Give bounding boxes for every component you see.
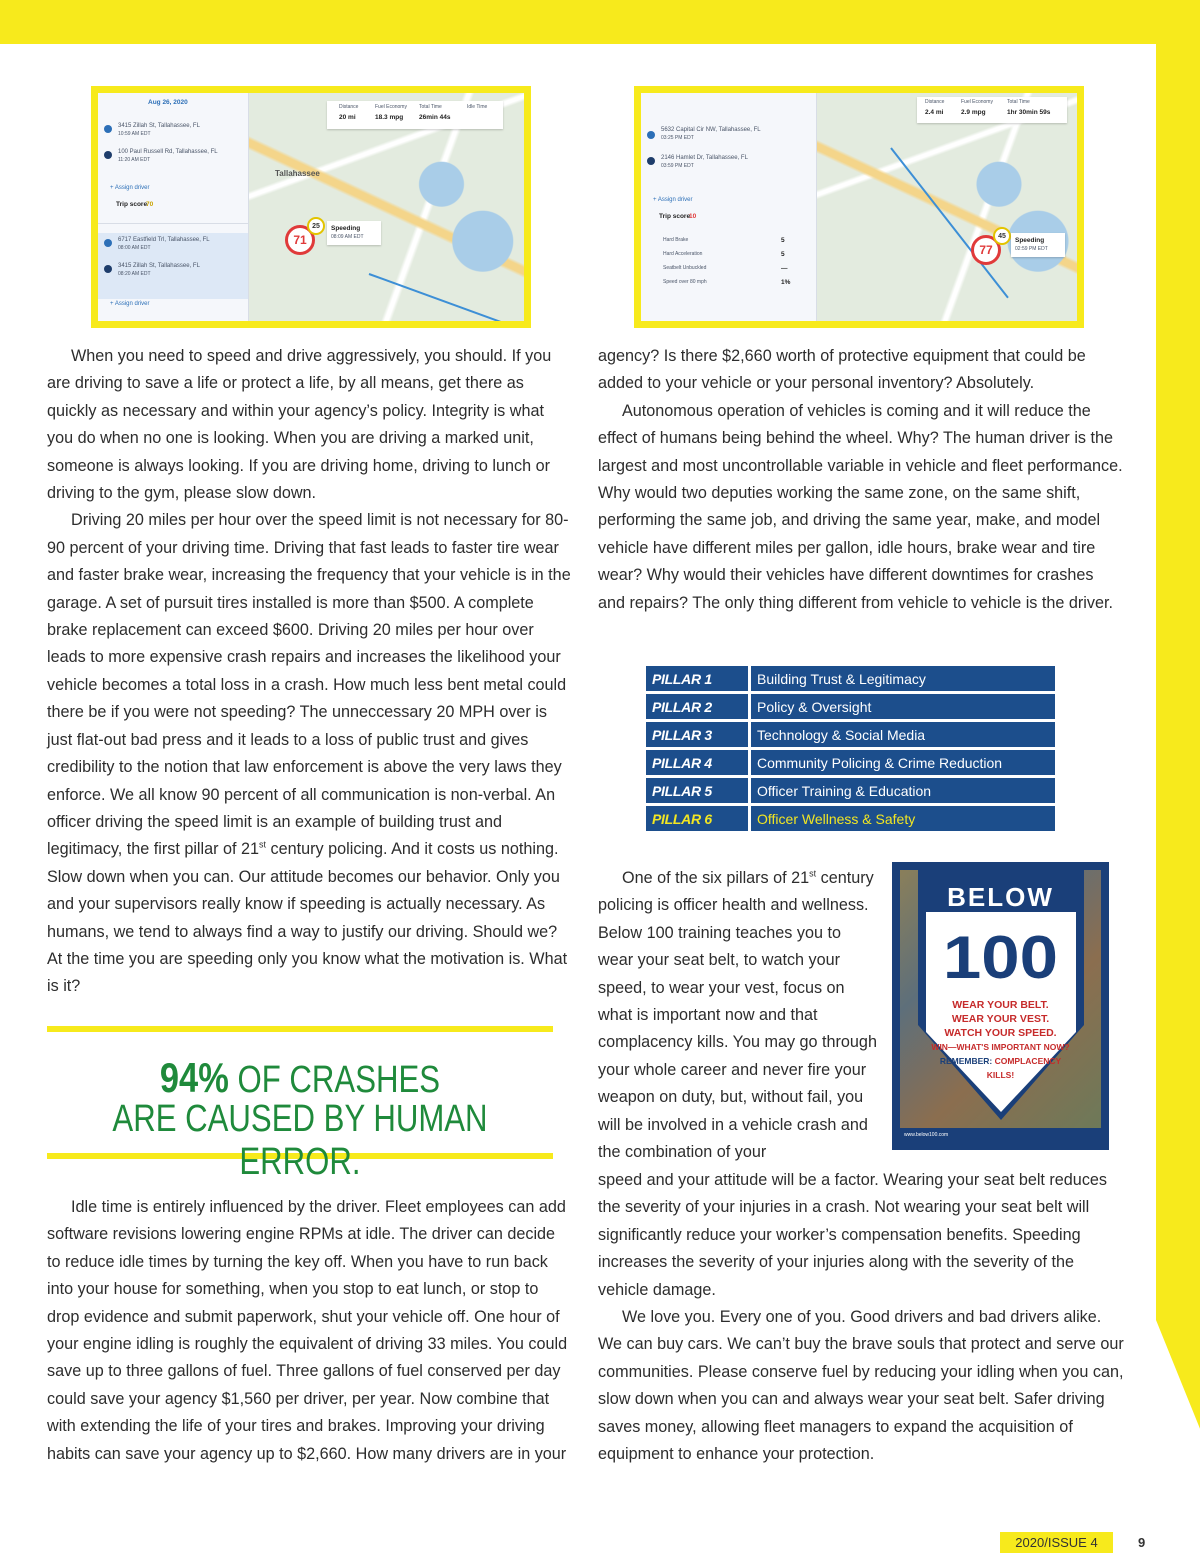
stop-address: 6717 Eastfield Trl, Tallahassee, FL: [118, 237, 210, 243]
pillar-row: [646, 722, 1055, 747]
poster-slogan: WIN—WHAT'S IMPORTANT NOW?: [931, 1042, 1070, 1052]
poster-slogan: KILLS!: [986, 1070, 1015, 1080]
speed-indicator: 77: [971, 235, 1001, 265]
pillar-value: Officer Training & Education: [748, 778, 1055, 803]
stat-value: 2.9 mpg: [961, 109, 986, 116]
poster-slogans: [900, 998, 1101, 1082]
stat-value: 18.3 mpg: [375, 114, 404, 121]
stop-b-marker: [104, 151, 112, 159]
right-column-top: [598, 343, 1124, 617]
pillar-row-highlighted: [646, 806, 1055, 831]
stop-address: 3415 Zillah St, Tallahassee, FL: [118, 263, 200, 269]
paragraph: Autonomous operation of vehicles is coming and it will reduce the effect of humans being behind the wheel. Why? The human driver is the largest and most uncontrollable variable in vehicle and fleet performance. Why would two deputies working the same zone, on the same shift, performing the same job, and driving the same year, make, and model vehicle have different miles per gallon, idle hours, brake wear and tire wear? Why would their vehicles have different downtimes for crashes and repairs? The only thing different from vehicle to vehicle is the driver.: [598, 401, 1123, 612]
pillar-row: [646, 778, 1055, 803]
pillar-value: Technology & Social Media: [748, 722, 1055, 747]
stop-a-marker: [104, 239, 112, 247]
event-count: 5: [781, 251, 785, 258]
right-column-bottom: [598, 1167, 1124, 1468]
pull-quote-text: OF CRASHES: [228, 1059, 441, 1101]
assign-driver-link[interactable]: + Assign driver: [653, 197, 693, 203]
paragraph-text: century policing. And it costs us nothing. Slow down when you can. Our attitude becomes our behavior. Only you and your supervisors really know if speeding is actually necessary. As humans, we tend to always find a way to justify our driving. Should we? At the time you are speeding only you know what the motivation is. What is it?: [47, 840, 568, 996]
pillar-value: Officer Wellness & Safety: [748, 806, 1055, 831]
poster-slogan: WEAR YOUR VEST.: [951, 1013, 1050, 1025]
paragraph: Idle time is entirely influenced by the driver. Fleet employees can add software revisions lowering engine RPMs at idle. The driver can decide to reduce idle times by turning the key off. When you have to run back into your house for something, when you stop to eat lunch, or stop to drop evidence and submit paperwork, shut your vehicle off. One hour of your engine idling is roughly the equivalent of driving 33 miles. You could save up to three gallons of fuel. Three gallons of fuel conserved per day could save your agency $1,560 per driver, per year. Now combine that with extending the life of your tires and brakes. Improving your driving habits can save your agency up to $2,660. How many drivers are in your: [47, 1198, 568, 1463]
stat-value: 26min 44s: [419, 114, 451, 121]
stat-label: Fuel Economy: [375, 104, 407, 110]
stat-value: 2.4 mi: [925, 109, 944, 116]
trip-date: Aug 26, 2020: [148, 99, 188, 106]
paragraph: agency? Is there $2,660 worth of protective equipment that could be added to your vehicle or your personal inventory? Absolutely.: [598, 347, 1086, 393]
left-column-bottom: [47, 1194, 571, 1468]
poster-slogan: WATCH YOUR SPEED.: [944, 1027, 1057, 1039]
poster-footer: www.below100.com: [900, 1128, 1101, 1142]
assign-driver-link[interactable]: + Assign driver: [110, 185, 150, 191]
stat-label: Fuel Economy: [961, 99, 993, 105]
stop-address: 100 Paul Russell Rd, Tallahassee, FL: [118, 149, 218, 155]
pull-quote-line-1: [93, 1054, 508, 1102]
pull-quote-line-2: ARE CAUSED BY HUMAN ERROR.: [112, 1098, 488, 1183]
pillars-table: [646, 663, 1055, 834]
superscript: st: [259, 839, 267, 850]
paragraph: When you need to speed and drive aggressively, you should. If you are driving to save a life or protect a life, by all means, get there as quickly as necessary and within your agency’s policy. Integrity is what you do when no one is looking. When you are driving a marked unit, someone is always looking. If you are driving home, driving to lunch or driving to the gym, please slow down.: [47, 347, 552, 503]
pull-quote: [47, 1026, 553, 1183]
stat-label: Total Time: [1007, 99, 1030, 105]
trip-score-value: 10: [689, 213, 697, 220]
stop-a-marker: [647, 131, 655, 139]
poster-number: 100: [942, 924, 1059, 991]
paragraph: speed and your attitude will be a factor. Wearing your seat belt reduces the severity of your injuries in a crash. Not wearing your seat belt will significantly reduce your worker’s compensation benefits. Speeding increases the severity of your injuries along with the severity of the vehicle damage.: [598, 1171, 1108, 1299]
poster-slogan-text: COMPLACENCY: [992, 1056, 1062, 1066]
event-label: Speed over 80 mph: [663, 279, 707, 285]
event-label: Hard Brake: [663, 237, 689, 243]
paragraph-text: Driving 20 miles per hour over the speed limit is not necessary for 80-90 percent of your driving time. Driving that fast leads to faster tire wear and faster brake wear, increasing the frequency that your vehicle is in the garage. A set of pursuit tires installed is more than $500. A complete brake replacement can exceed $600. Driving 20 miles per hour over leads to more expensive crash repairs and increases the likelihood your vehicle becomes a total loss in a crash. How much less bent metal could there be if you were not speeding? The unneccessary 20 MPH over is just flat-out bad press and it leads to a loss of public trust and gives credibility to the notion that law enforcement is above the very laws they enforce. We all know 90 percent of all communication is non-verbal. An officer driving the speed limit is an example of building trust and legitimacy, the first pillar of 21: [47, 511, 571, 859]
poster-slogan: [900, 1054, 1101, 1068]
event-time: 08:09 AM EDT: [331, 234, 364, 240]
poster-image: [900, 870, 1101, 1142]
map-area[interactable]: [249, 93, 524, 321]
event-time: 02:59 PM EDT: [1015, 246, 1048, 252]
event-label: Speeding: [331, 225, 361, 232]
pillar-label: PILLAR 3: [646, 722, 748, 747]
stop-address: 2146 Hamlet Dr, Tallahassee, FL: [661, 155, 748, 161]
top-yellow-band: [0, 0, 1200, 44]
poster-slogan-emphasis: REMEMBER:: [939, 1056, 993, 1066]
pillar-label: PILLAR 6: [646, 806, 748, 831]
trip-sidebar: [98, 93, 249, 321]
map-area[interactable]: [817, 93, 1077, 321]
right-column-wrap: [598, 865, 878, 1166]
speed-limit-indicator: 45: [993, 227, 1011, 245]
stop-address: 3415 Zillah St, Tallahassee, FL: [118, 123, 200, 129]
trip-stats-panel: [917, 97, 1067, 123]
trip-stats-panel: [327, 101, 503, 129]
stop-b-marker: [647, 157, 655, 165]
stop-time: 11:20 AM EDT: [118, 157, 151, 163]
speed-indicator: 71: [285, 225, 315, 255]
right-yellow-band: [1156, 0, 1200, 1553]
assign-driver-link[interactable]: + Assign driver: [110, 301, 150, 307]
city-label: Tallahassee: [275, 169, 320, 178]
stat-label: Distance: [925, 99, 945, 105]
stop-time: 08:20 AM EDT: [118, 271, 151, 277]
stop-time: 03:59 PM EDT: [661, 163, 694, 169]
left-column-top: [47, 343, 571, 1001]
stop-time: 08:00 AM EDT: [118, 245, 151, 251]
poster-slogan: WEAR YOUR BELT.: [952, 999, 1049, 1011]
event-label: Seatbelt Unbuckled: [663, 265, 707, 271]
route-line: [369, 273, 511, 321]
paragraph-text: century policing is officer health and wellness. Below 100 training teaches you to wear your seat belt, to watch your speed, to wear your vest, focus on what is important now and that complacency kills. You may go through your whole career and never fire your weapon on duty, but, without fail, you will be involved in a vehicle crash and the combination of your: [598, 869, 877, 1162]
route-line: [890, 147, 1009, 298]
trip-map-screenshot-2: [634, 86, 1084, 328]
pillar-label: PILLAR 1: [646, 666, 748, 691]
pillar-row: [646, 694, 1055, 719]
pillar-value: Policy & Oversight: [748, 694, 1055, 719]
stat-label: Total Time: [419, 104, 442, 110]
issue-label: 2020/ISSUE 4: [1000, 1532, 1113, 1553]
pillar-row: [646, 666, 1055, 691]
stat-value: 1hr 30min 59s: [1007, 109, 1051, 116]
pillar-label: PILLAR 2: [646, 694, 748, 719]
stop-a-marker: [104, 125, 112, 133]
stop-address: 5632 Capital Cir NW, Tallahassee, FL: [661, 127, 761, 133]
stat-value: 20 mi: [339, 114, 356, 121]
trip-score-label: Trip score: [659, 213, 691, 220]
pillar-row: [646, 750, 1055, 775]
pillar-value: Building Trust & Legitimacy: [748, 666, 1055, 691]
speeding-event-popup: [1011, 233, 1065, 257]
stop-b-marker: [104, 265, 112, 273]
pull-quote-percent: 94%: [159, 1054, 229, 1101]
below-100-poster: [892, 862, 1109, 1150]
stat-label: Distance: [339, 104, 359, 110]
trip-sidebar: [641, 93, 817, 321]
pillar-label: PILLAR 4: [646, 750, 748, 775]
paragraph: [47, 507, 571, 1000]
poster-title: BELOW: [947, 882, 1054, 912]
event-label: Speeding: [1015, 237, 1045, 244]
stop-time: 03:25 PM EDT: [661, 135, 694, 141]
paragraph-text: One of the six pillars of 21: [622, 869, 810, 887]
event-count: 5: [781, 237, 785, 244]
event-label: Hard Acceleration: [663, 251, 703, 257]
paragraph: [598, 865, 878, 1166]
speed-limit-indicator: 25: [307, 217, 325, 235]
paragraph: We love you. Every one of you. Good drivers and bad drivers alike. We can buy cars. We can’t buy the brave souls that protect and serve our communities. Please conserve fuel by reducing your idling when you can, slow down when you can and always wear your seat belt. Safer driving saves money, allowing fleet managers to expand the acquisition of equipment to enhance your protection.: [598, 1308, 1124, 1464]
speeding-event-popup: [327, 221, 381, 245]
page-number: 9: [1138, 1535, 1146, 1550]
trip-map-screenshot-1: [91, 86, 531, 328]
event-count: 1%: [781, 279, 791, 286]
stat-label: Idle Time: [467, 104, 488, 110]
pillar-value: Community Policing & Crime Reduction: [748, 750, 1055, 775]
superscript: st: [809, 868, 817, 879]
trip-score-label: Trip score: [116, 201, 148, 208]
event-count: —: [781, 265, 788, 272]
trip-divider: [98, 223, 248, 224]
stop-time: 10:59 AM EDT: [118, 131, 151, 137]
pillar-label: PILLAR 5: [646, 778, 748, 803]
trip-score-value: 70: [146, 201, 154, 208]
